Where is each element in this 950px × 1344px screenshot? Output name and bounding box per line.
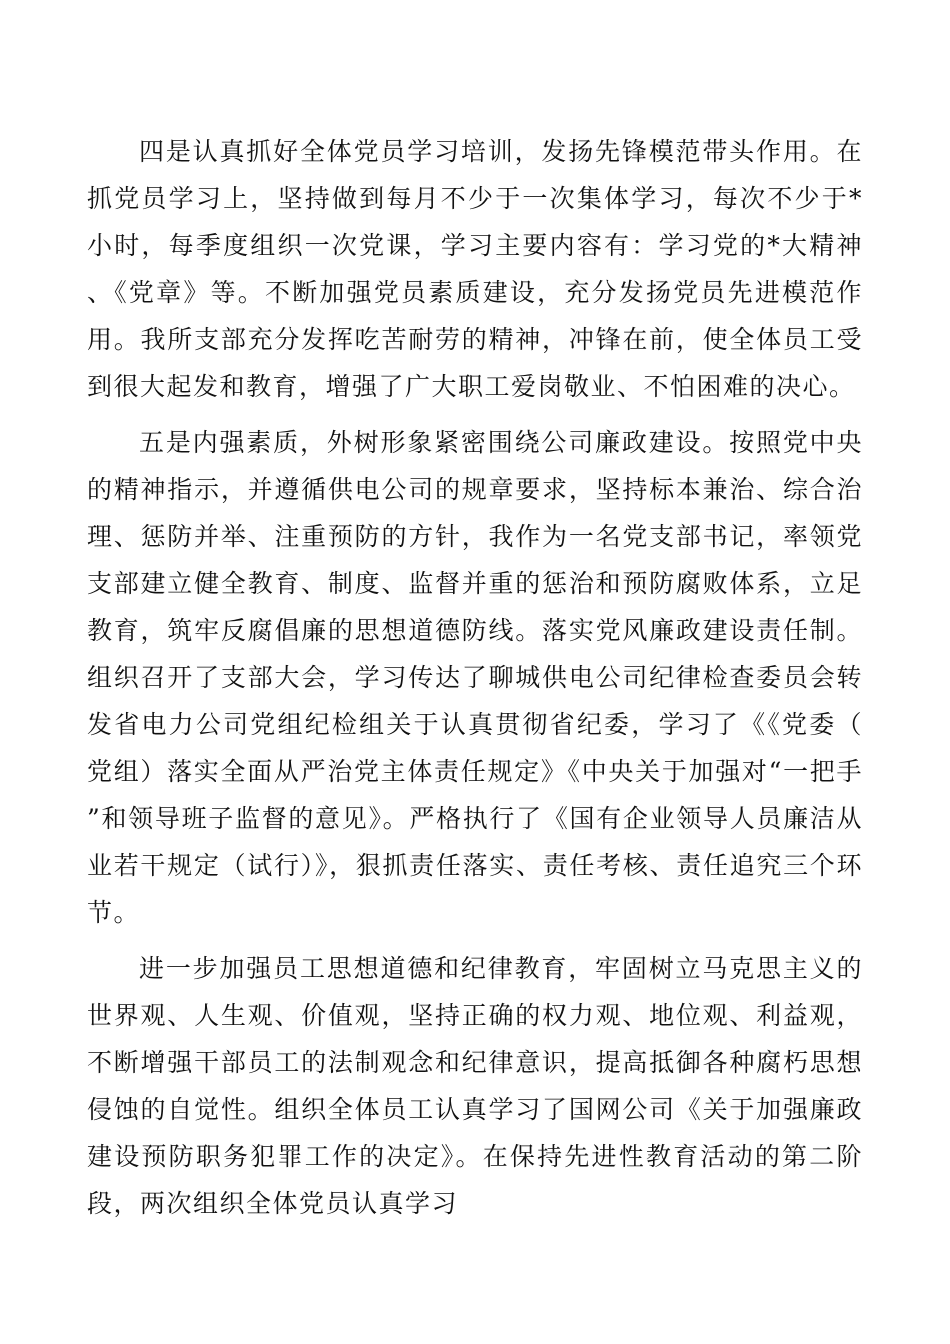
paragraph-discipline-education: 进一步加强员工思想道德和纪律教育，牢固树立马克思主义的世界观、人生观、价值观，坚持正确的权力观、地位观、利益观，不断增强干部员工的法制观念和纪律意识，提高抵御各种腐朽思想侵蚀的自觉性。组织全体员工认真学习了国网公司《关于加强廉政建设预防职务犯罪工作的决定》。在保持先进性教育活动的第二阶段，两次组织全体党员认真学习	[87, 954, 863, 1218]
paragraph-integrity-building: 五是内强素质，外树形象紧密围绕公司廉政建设。按照党中央的精神指示，并遵循供电公司的规章要求，坚持标本兼治、综合治理、惩防并举、注重预防的方针，我作为一名党支部书记，率领党支部建立健全教育、制度、监督并重的惩治和预防腐败体系，立足教育，筑牢反腐倡廉的思想道德防线。落实党风廉政建设责任制。组织召开了支部大会，学习传达了聊城供电公司纪律检查委员会转发省电力公司党组纪检组关于认真贯彻省纪委，学习了《《党委（党组）落实全面从严治党主体责任规定》《中央关于加强对“一把手”和领导班子监督的意见》。严格执行了《国有企业领导人员廉洁从业若干规定（试行）》，狠抓责任落实、责任考核、责任追究三个环节。	[87, 428, 863, 927]
document-body	[87, 128, 863, 1236]
paragraph-party-study: 四是认真抓好全体党员学习培训，发扬先锋模范带头作用。在抓党员学习上，坚持做到每月不少于一次集体学习，每次不少于*小时，每季度组织一次党课，学习主要内容有：学习党的*大精神、《党章》等。不断加强党员素质建设，充分发扬党员先进模范作用。我所支部充分发挥吃苦耐劳的精神，冲锋在前，使全体员工受到很大起发和教育，增强了广大职工爱岗敬业、不怕困难的决心。	[87, 137, 863, 401]
